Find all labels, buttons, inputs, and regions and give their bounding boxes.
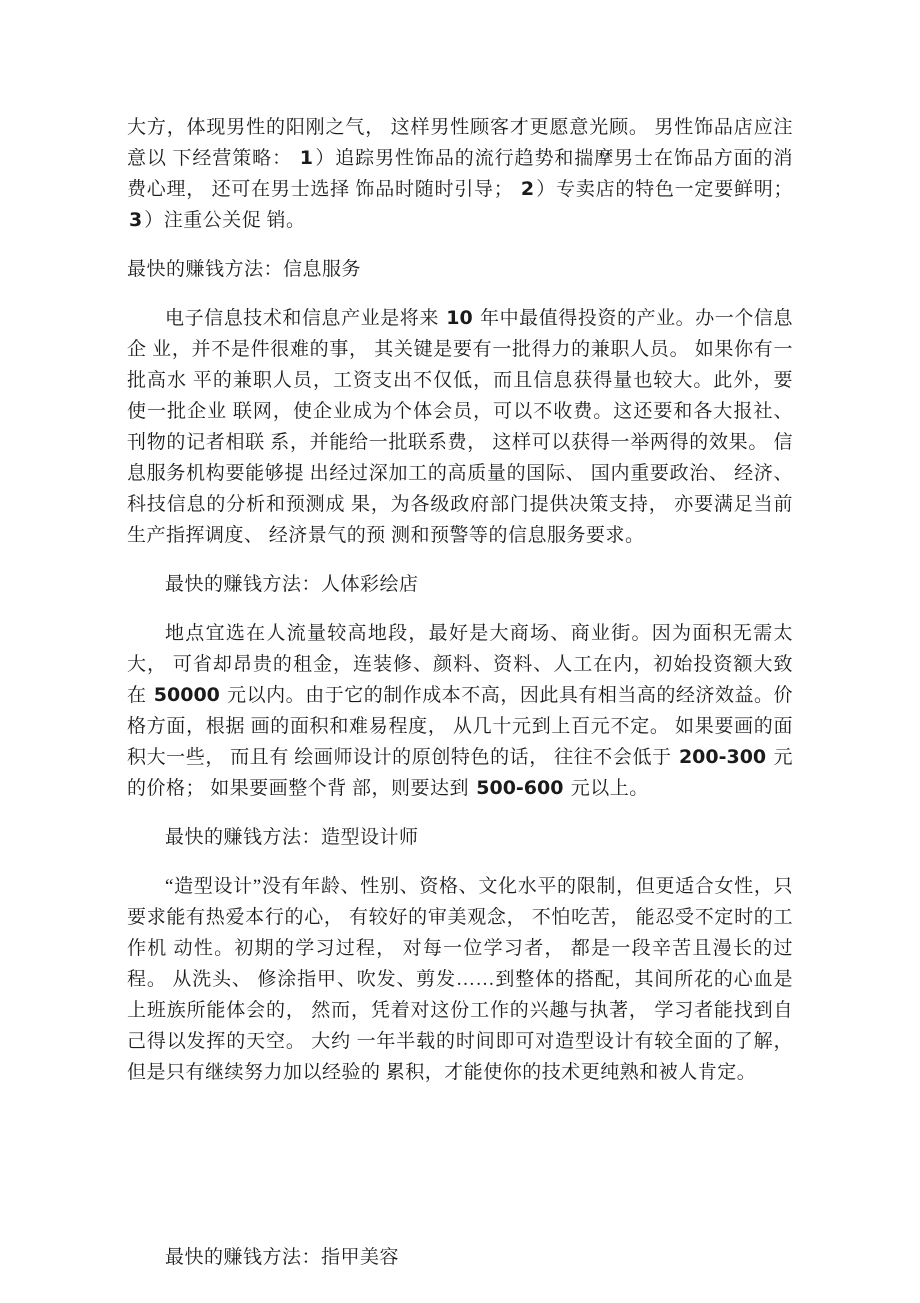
body-paragraph: “造型设计”没有年龄、性别、资格、文化水平的限制，但更适合女性，只 要求能有热爱本行的心， 有较好的审美观念， 不怕吃苦， 能忍受不定时的工作机 动性。初期的学习过程， 对每一位学习者， 都是一段辛苦且漫长的过程。 从洗头、 修涂指甲、吹发、剪发……到整体的搭配，其间所花的心血是上班族所能体会的， 然而，凭着对这份工作的兴趣与执著， 学习者能找到自己得以发挥的天空。 大约 一年半载的时间即可对造型设计有较全面的了解， 但是只有继续努力加以经验的 累积，才能使你的技术更纯熟和被人肯定。 <box>127 876 793 1083</box>
body-paragraph: 地点宜选在人流量较高地段，最好是大商场、商业街。因为面积无需太大， 可省却昂贵的租金，连装修、颜料、资料、人工在内，初始投资额大致在 50000 元以内。由于它的制作成本不高，因此具有相当高的经济效益。价格方面，根据 画的面积和难易程度， 从几十元到上百元不定。 如果要画的面积大一些， 而且有 绘画师设计的原创特色的话， 往往不会低于 200-300 元的价格； 如果要画整个背 部，则要达到 500-600 元以上。 <box>127 623 793 799</box>
numeric-text: 50000 <box>153 684 220 706</box>
numeric-text: 1 <box>299 147 313 169</box>
numeric-text: 500-600 <box>476 777 564 799</box>
numeric-text: 3 <box>129 209 143 231</box>
document-page <box>127 112 793 1291</box>
body-paragraph: 大方，体现男性的阳刚之气， 这样男性顾客才更愿意光顾。 男性饰品店应注意以 下经营策略： 1 ）追踪男性饰品的流行趋势和揣摩男士在饰品方面的消费心理， 还可在男士选择 饰品时随时引导； 2 ）专卖店的特色一定要鲜明； 3 ）注重公关促 销。 <box>127 117 793 231</box>
numeric-text: 10 <box>446 307 473 329</box>
section-heading: 最快的赚钱方法：造型设计师 <box>165 827 419 848</box>
numeric-text: 2 <box>520 178 535 200</box>
numeric-text: 200-300 <box>678 746 767 768</box>
section-heading: 最快的赚钱方法：人体彩绘店 <box>165 574 419 595</box>
body-paragraph: 电子信息技术和信息产业是将来 10 年中最值得投资的产业。办一个信息企 业，并不是件很难的事， 其关键是要有一批得力的兼职人员。 如果你有一批高水 平的兼职人员，工资支出不仅低，而且信息获得量也较大。此外，要使一批企业 联网，使企业成为个体会员，可以不收费。这还要和各大报社、刊物的记者相联 系，并能给一批联系费， 这样可以获得一举两得的效果。 信息服务机构要能够提 出经过深加工的高质量的国际、 国内重要政治、 经济、科技信息的分析和预测成 果，为各级政府部门提供决策支持， 亦要满足当前生产指挥调度、 经济景气的预 测和预警等的信息服务要求。 <box>127 307 793 546</box>
section-heading: 最快的赚钱方法：指甲美容 <box>165 1247 400 1268</box>
section-heading: 最快的赚钱方法：信息服务 <box>127 259 362 280</box>
